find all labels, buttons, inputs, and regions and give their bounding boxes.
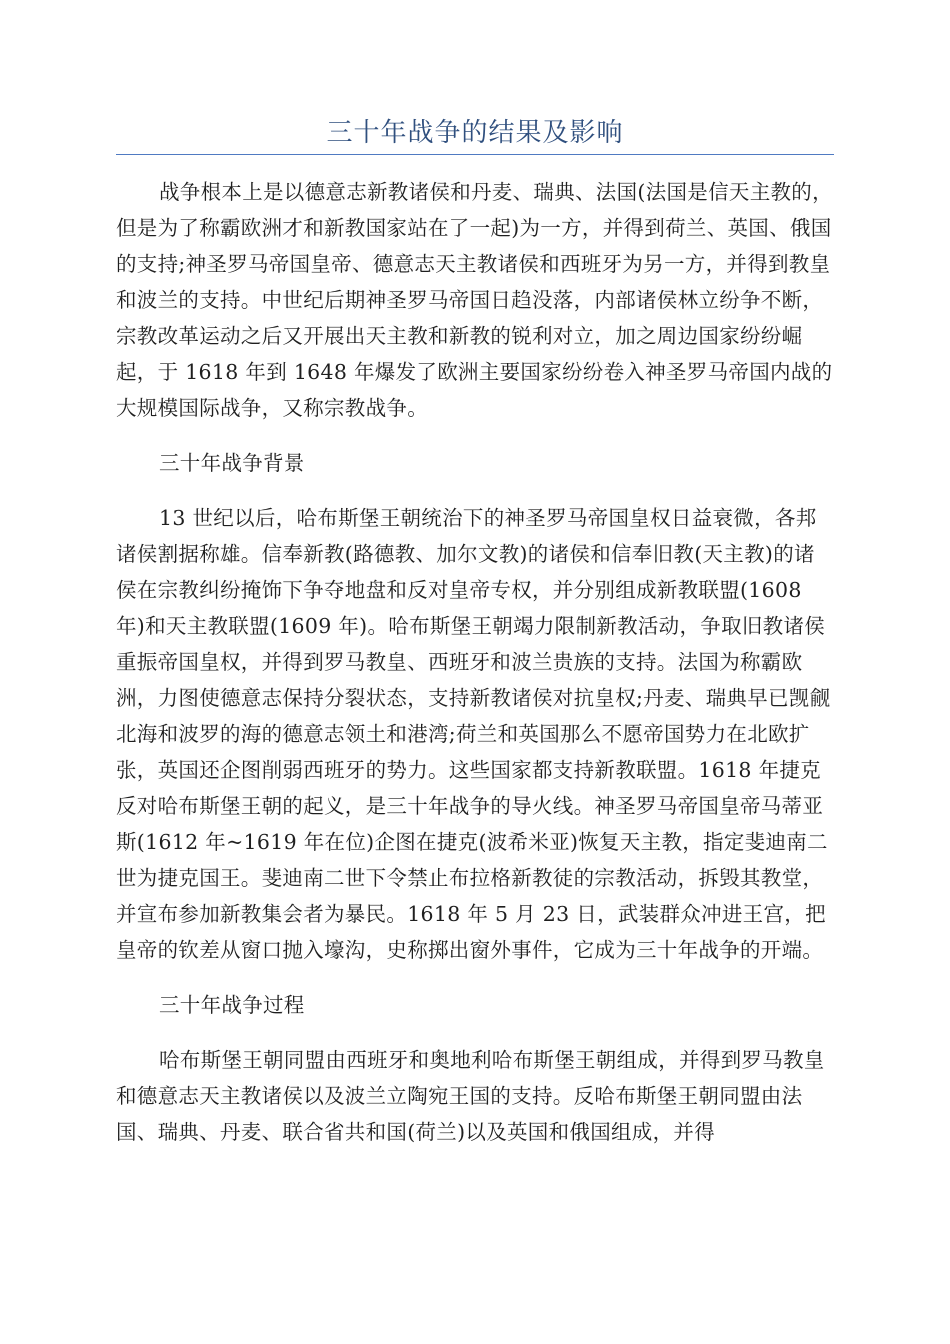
section-heading-process: 三十年战争过程 [159,993,305,1017]
paragraph-intro: 战争根本上是以德意志新教诸侯和丹麦、瑞典、法国(法国是信天主教的，但是为了称霸欧洲才和新教国家站在了一起)为一方，并得到荷兰、英国、俄国的支持;神圣罗马帝国皇帝、德意志天主教诸侯和西班牙为另一方，并得到教皇和波兰的支持。中世纪后期神圣罗马帝国日趋没落，内部诸侯林立纷争不断，宗教改革运动之后又开展出天主教和新教的锐利对立，加之周边国家纷纷崛起，于 1618 年到 1648 年爆发了欧洲主要国家纷纷卷入神圣罗马帝国内战的大规模国际战争，又称宗教战争。 [116,180,833,420]
paragraph-background: 13 世纪以后，哈布斯堡王朝统治下的神圣罗马帝国皇权日益衰微，各邦诸侯割据称雄。信奉新教(路德教、加尔文教)的诸侯和信奉旧教(天主教)的诸侯在宗教纠纷掩饰下争夺地盘和反对皇帝专权，并分别组成新教联盟(1608 年)和天主教联盟(1609 年)。哈布斯堡王朝竭力限制新教活动，争取旧教诸侯重振帝国皇权，并得到罗马教皇、西班牙和波兰贵族的支持。法国为称霸欧洲，力图使德意志保持分裂状态，支持新教诸侯对抗皇权;丹麦、瑞典早已觊觎北海和波罗的海的德意志领土和港湾;荷兰和英国那么不愿帝国势力在北欧扩张，英国还企图削弱西班牙的势力。这些国家都支持新教联盟。1618 年捷克反对哈布斯堡王朝的起义，是三十年战争的导火线。神圣罗马帝国皇帝马蒂亚斯(1612 年~1619 年在位)企图在捷克(波希米亚)恢复天主教，指定斐迪南二世为捷克国王。斐迪南二世下令禁止布拉格新教徒的宗教活动，拆毁其教堂，并宣布参加新教集会者为暴民。1618 年 5 月 23 日，武装群众冲进王宫，把皇帝的钦差从窗口抛入壕沟，史称掷出窗外事件，它成为三十年战争的开端。 [116,506,831,962]
paragraph-process: 哈布斯堡王朝同盟由西班牙和奥地利哈布斯堡王朝组成，并得到罗马教皇和德意志天主教诸侯以及波兰立陶宛王国的支持。反哈布斯堡王朝同盟由法国、瑞典、丹麦、联合省共和国(荷兰)以及英国和俄国组成，并得 [116,1048,825,1144]
document-body [116,174,834,1150]
section-heading-background: 三十年战争背景 [159,451,305,475]
title-underline [116,154,834,155]
document-title: 三十年战争的结果及影响 [326,118,624,148]
